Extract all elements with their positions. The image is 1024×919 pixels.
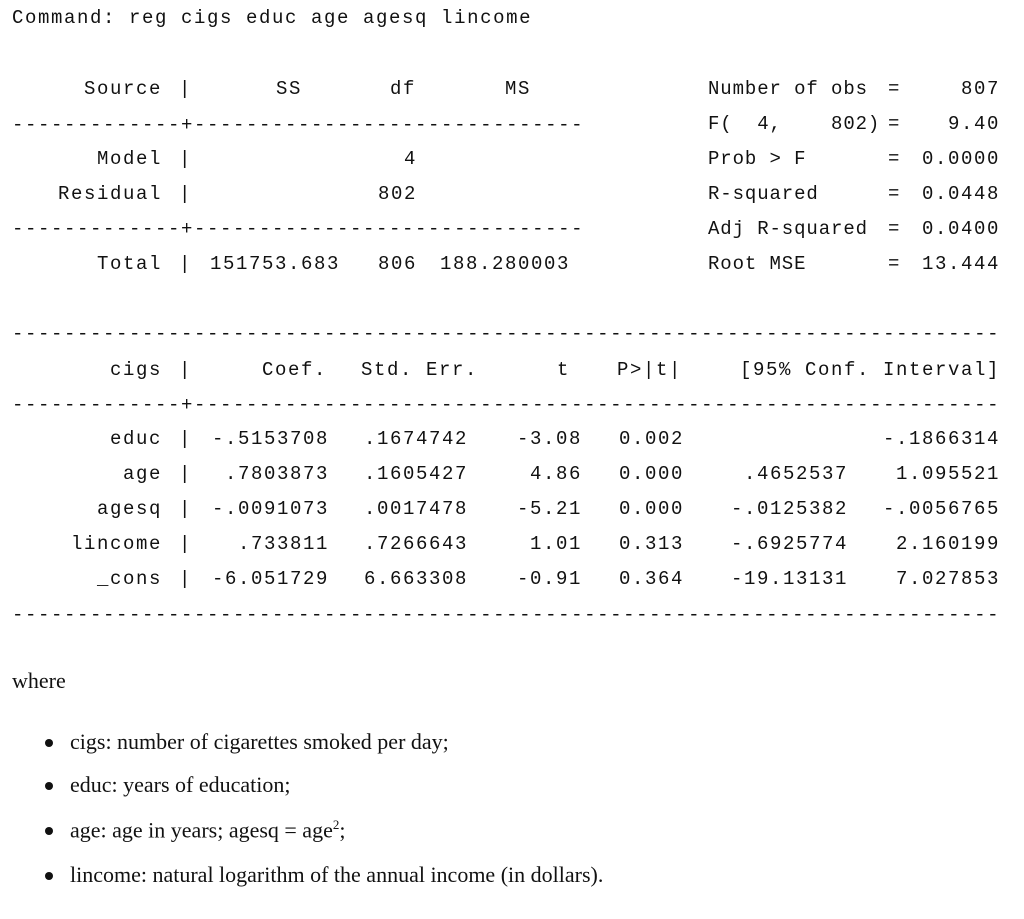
coef-cell-hi: -.1866314: [882, 428, 1000, 450]
coef-cell-t: -0.91: [516, 568, 582, 590]
stat-value: 0.0400: [921, 218, 1000, 240]
coef-cell-var: _cons: [96, 568, 162, 590]
coef-cell-var: agesq: [96, 498, 162, 520]
coef-cell-hi: 7.027853: [895, 568, 1000, 590]
anova-row-source: Model: [96, 148, 162, 170]
bullet-icon: [45, 872, 53, 880]
anova-header: df: [389, 78, 416, 100]
coef-cell-coef: .7803873: [224, 463, 329, 485]
stat-label: Prob > F: [708, 148, 807, 170]
coef-cell-p: 0.364: [618, 568, 684, 590]
coef-cell-lo: .4652537: [743, 463, 848, 485]
coef-cell-p: 0.000: [618, 498, 684, 520]
coef-cell-t: -5.21: [516, 498, 582, 520]
definition-item: cigs: number of cigarettes smoked per day;: [70, 729, 449, 754]
anova-header: Source: [83, 78, 162, 100]
coef-cell-p: 0.313: [618, 533, 684, 555]
column-divider: |: [179, 428, 193, 450]
stat-value: 0.0000: [921, 148, 1000, 170]
column-divider: |: [179, 359, 193, 381]
bullet-icon: [45, 782, 53, 790]
coef-cell-p: 0.000: [618, 463, 684, 485]
stat-label: R-squared: [708, 183, 819, 205]
coef-cell-se: .1605427: [363, 463, 468, 485]
definition-item: lincome: natural logarithm of the annual income (in dollars).: [70, 862, 604, 887]
coef-cell-se: .7266643: [363, 533, 468, 555]
separator-line: -------------+------------------------------: [12, 114, 585, 136]
anova-row-source: Residual: [57, 183, 162, 205]
coef-header: Std. Err.: [360, 359, 478, 381]
separator-line: ----------------------------------------------------------------------------: [12, 323, 1001, 345]
coef-header: Coef.: [261, 359, 327, 381]
semicolon: ;: [339, 817, 346, 843]
anova-row-df: 806: [377, 253, 417, 275]
anova-row-ms: 188.280003: [439, 253, 570, 275]
stat-value: 807: [960, 78, 1000, 100]
column-divider: |: [179, 568, 193, 590]
column-divider: |: [179, 498, 193, 520]
stat-value: 13.444: [921, 253, 1000, 275]
coef-cell-se: 6.663308: [363, 568, 468, 590]
anova-row-source: Total: [96, 253, 162, 275]
stat-label: F( 4, 802): [708, 113, 881, 135]
anova-row-df: 4: [403, 148, 417, 170]
column-divider: |: [179, 463, 193, 485]
column-divider: |: [179, 183, 193, 205]
equals-sign: =: [888, 183, 902, 205]
coef-cell-se: .0017478: [363, 498, 468, 520]
stat-label: Root MSE: [708, 253, 807, 275]
equals-sign: =: [888, 253, 902, 275]
coef-cell-p: 0.002: [618, 428, 684, 450]
coef-cell-lo: -.6925774: [730, 533, 848, 555]
equals-sign: =: [888, 78, 902, 100]
coef-cell-coef: .733811: [237, 533, 329, 555]
coef-cell-coef: -.5153708: [211, 428, 329, 450]
coef-header: cigs: [109, 359, 162, 381]
definition-item: [70, 817, 345, 843]
stat-label: Number of obs: [708, 78, 868, 100]
bullet-icon: [45, 739, 53, 747]
coef-cell-hi: 1.095521: [895, 463, 1000, 485]
definition-text: age: age in years; agesq = age: [70, 817, 333, 843]
anova-header: MS: [504, 78, 531, 100]
coef-cell-coef: -6.051729: [211, 568, 329, 590]
coef-cell-t: -3.08: [516, 428, 582, 450]
coef-header: t: [556, 359, 570, 381]
coef-cell-var: age: [122, 463, 162, 485]
column-divider: |: [179, 148, 193, 170]
coef-cell-t: 1.01: [529, 533, 582, 555]
bullet-icon: [45, 827, 53, 835]
coef-header: [95% Conf. Interval]: [739, 359, 1000, 381]
superscript: 2: [332, 817, 340, 832]
stat-label: Adj R-squared: [708, 218, 868, 240]
coef-cell-se: .1674742: [363, 428, 468, 450]
anova-row-df: 802: [377, 183, 417, 205]
coef-cell-var: lincome: [70, 533, 162, 555]
command-line: Command: reg cigs educ age agesq lincome: [12, 7, 533, 29]
separator-line: -------------+--------------------------------------------------------------: [12, 394, 1001, 416]
coef-cell-lo: -19.13131: [730, 568, 848, 590]
coef-cell-hi: 2.160199: [895, 533, 1000, 555]
coef-cell-var: educ: [109, 428, 162, 450]
column-divider: |: [179, 253, 193, 275]
equals-sign: =: [888, 113, 902, 135]
column-divider: |: [179, 78, 193, 100]
coef-cell-t: 4.86: [529, 463, 582, 485]
definition-item: educ: years of education;: [70, 772, 291, 797]
column-divider: |: [179, 533, 193, 555]
coef-cell-hi: -.0056765: [882, 498, 1000, 520]
coef-header: P>|t|: [616, 359, 682, 381]
equals-sign: =: [888, 148, 902, 170]
stat-value: 9.40: [947, 113, 1000, 135]
coef-cell-coef: -.0091073: [211, 498, 329, 520]
coef-cell-lo: -.0125382: [730, 498, 848, 520]
separator-line: ----------------------------------------------------------------------------: [12, 604, 1001, 626]
equals-sign: =: [888, 218, 902, 240]
anova-header: SS: [275, 78, 302, 100]
separator-line: -------------+------------------------------: [12, 218, 585, 240]
anova-row-ss: 151753.683: [209, 253, 340, 275]
stat-value: 0.0448: [921, 183, 1000, 205]
where-label: where: [12, 668, 66, 693]
